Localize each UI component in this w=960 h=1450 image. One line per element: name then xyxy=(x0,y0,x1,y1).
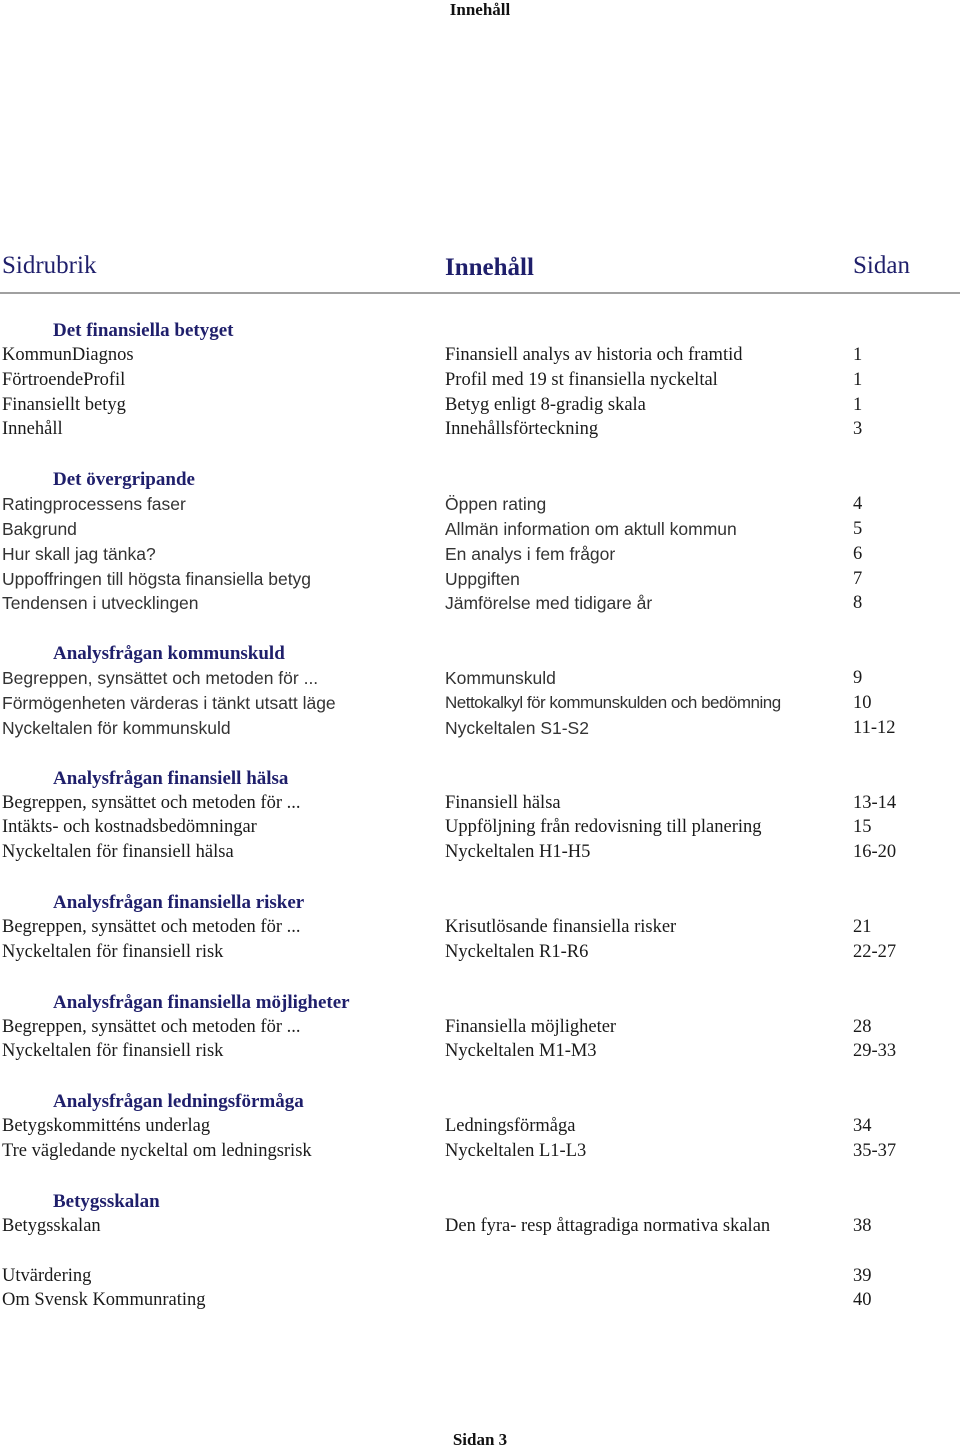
row-page: 7 xyxy=(853,568,863,589)
row-content: En analys i fem frågor xyxy=(445,543,616,564)
row-content: Uppföljning från redovisning till planering xyxy=(445,817,762,838)
section-title: Analysfrågan finansiella risker xyxy=(53,891,305,913)
toc-row xyxy=(0,492,960,517)
row-page: 34 xyxy=(853,1116,872,1137)
row-page: 5 xyxy=(853,518,863,539)
row-page: 38 xyxy=(853,1215,872,1236)
toc-row xyxy=(0,517,960,542)
row-heading: Nyckeltalen för finansiell risk xyxy=(2,1041,224,1062)
row-heading: Förmögenheten värderas i tänkt utsatt läge xyxy=(2,692,336,713)
row-content: Innehållsförteckning xyxy=(445,419,599,440)
row-heading: Betygsskalan xyxy=(2,1215,101,1236)
toc-section xyxy=(0,318,960,442)
toc-section xyxy=(0,467,960,616)
toc-row xyxy=(0,1139,960,1164)
section-title: Det finansiella betyget xyxy=(53,320,234,341)
row-content: Uppgiften xyxy=(445,568,520,589)
row-content: Finansiell analys av historia och framtid xyxy=(445,345,743,365)
toc-section xyxy=(0,641,960,740)
row-page: 10 xyxy=(853,692,872,713)
row-page: 21 xyxy=(853,916,872,937)
row-content: Finansiell hälsa xyxy=(445,792,561,813)
column-header-sidrubrik: Sidrubrik xyxy=(2,252,97,279)
toc-section xyxy=(0,1189,960,1239)
toc-row xyxy=(0,940,960,965)
toc-row xyxy=(0,1039,960,1064)
row-content: Nyckeltalen H1-H5 xyxy=(445,842,591,863)
row-heading: Finansiellt betyg xyxy=(2,394,126,415)
page-header-title: Innehåll xyxy=(449,0,511,19)
row-page: 3 xyxy=(853,419,863,440)
row-page: 8 xyxy=(853,593,863,614)
row-content: Nyckeltalen L1-L3 xyxy=(445,1140,587,1161)
toc-row xyxy=(0,1114,960,1139)
column-headers xyxy=(0,252,960,286)
row-page: 22-27 xyxy=(853,941,897,962)
row-heading: Bakgrund xyxy=(2,518,77,539)
toc-row xyxy=(0,393,960,418)
row-heading: Begreppen, synsättet och metoden för ... xyxy=(2,792,301,813)
header-divider xyxy=(0,292,960,294)
row-page: 16-20 xyxy=(853,842,897,863)
toc-row xyxy=(0,716,960,741)
section-title: Betygsskalan xyxy=(53,1190,160,1212)
toc-row xyxy=(0,343,960,368)
toc-row xyxy=(0,691,960,716)
section-title: Analysfrågan finansiella möjligheter xyxy=(53,991,350,1013)
section-title: Analysfrågan ledningsförmåga xyxy=(53,1091,304,1113)
row-page: 6 xyxy=(853,543,863,564)
toc-section xyxy=(0,766,960,865)
row-page: 40 xyxy=(853,1290,872,1311)
row-heading: Begreppen, synsättet och metoden för ... xyxy=(2,668,319,689)
toc-row xyxy=(0,1214,960,1239)
row-content: Nettokalkyl för kommunskulden och bedömning xyxy=(445,692,781,712)
row-page: 4 xyxy=(853,494,863,515)
row-page: 15 xyxy=(853,817,872,838)
row-heading: Begreppen, synsättet och metoden för ... xyxy=(2,916,301,937)
row-page: 1 xyxy=(853,369,863,390)
row-content: Krisutlösande finansiella risker xyxy=(445,916,677,937)
row-heading: Nyckeltalen för kommunskuld xyxy=(2,717,231,738)
row-heading: Tendensen i utvecklingen xyxy=(2,593,199,614)
row-heading: Tre vägledande nyckeltal om ledningsrisk xyxy=(2,1140,312,1161)
row-heading: KommunDiagnos xyxy=(2,345,134,365)
row-heading: Intäkts- och kostnadsbedömningar xyxy=(2,817,257,838)
toc-section xyxy=(0,890,960,965)
toc-section xyxy=(0,1089,960,1164)
row-page: 35-37 xyxy=(853,1140,897,1161)
toc-section xyxy=(0,1264,960,1314)
toc-row xyxy=(0,840,960,865)
row-content: Nyckeltalen M1-M3 xyxy=(445,1041,597,1062)
row-heading: FörtroendeProfil xyxy=(2,369,126,390)
toc-row xyxy=(0,567,960,592)
row-page: 1 xyxy=(853,394,863,415)
row-content: Nyckeltalen R1-R6 xyxy=(445,941,589,962)
row-content: Kommunskuld xyxy=(445,668,556,689)
row-page: 39 xyxy=(853,1265,872,1286)
toc-row xyxy=(0,666,960,691)
section-title: Analysfrågan kommunskuld xyxy=(53,643,285,665)
row-page: 28 xyxy=(853,1016,872,1037)
row-content: Öppen rating xyxy=(445,494,547,515)
row-heading: Betygskommitténs underlag xyxy=(2,1116,211,1137)
column-header-innehall: Innehåll xyxy=(445,254,534,281)
row-heading: Begreppen, synsättet och metoden för ... xyxy=(2,1016,301,1037)
section-title: Det övergripande xyxy=(53,469,195,491)
toc-row xyxy=(0,815,960,840)
row-content: Allmän information om aktull kommun xyxy=(445,518,737,539)
row-heading: Ratingprocessens faser xyxy=(2,494,186,515)
table-of-contents xyxy=(0,318,960,1338)
toc-row xyxy=(0,791,960,816)
toc-row xyxy=(0,1015,960,1040)
row-content: Nyckeltalen S1-S2 xyxy=(445,717,589,738)
row-page: 11-12 xyxy=(853,717,896,738)
row-heading: Hur skall jag tänka? xyxy=(2,543,156,564)
toc-section xyxy=(0,990,960,1065)
toc-row xyxy=(0,1288,960,1313)
page-footer-number: Sidan 3 xyxy=(452,1430,508,1449)
toc-row xyxy=(0,542,960,567)
column-header-sidan: Sidan xyxy=(853,252,910,279)
toc-row xyxy=(0,591,960,616)
row-heading: Utvärdering xyxy=(2,1265,92,1286)
toc-row xyxy=(0,915,960,940)
section-title: Analysfrågan finansiell hälsa xyxy=(53,767,289,789)
row-content: Profil med 19 st finansiella nyckeltal xyxy=(445,369,718,390)
row-page: 13-14 xyxy=(853,792,897,813)
row-heading: Nyckeltalen för finansiell hälsa xyxy=(2,842,234,863)
row-page: 1 xyxy=(853,345,863,365)
row-page: 29-33 xyxy=(853,1041,897,1062)
row-content: Den fyra- resp åttagradiga normativa skalan xyxy=(445,1215,771,1236)
toc-row xyxy=(0,417,960,442)
row-heading: Innehåll xyxy=(2,419,63,440)
row-heading: Nyckeltalen för finansiell risk xyxy=(2,941,224,962)
row-heading: Uppoffringen till högsta finansiella betyg xyxy=(2,568,312,589)
row-content: Ledningsförmåga xyxy=(445,1116,576,1137)
toc-row xyxy=(0,368,960,393)
row-page: 9 xyxy=(853,668,863,689)
row-content: Betyg enligt 8-gradig skala xyxy=(445,394,646,415)
row-content: Jämförelse med tidigare år xyxy=(445,593,653,614)
row-heading: Om Svensk Kommunrating xyxy=(2,1290,206,1311)
row-content: Finansiella möjligheter xyxy=(445,1016,617,1037)
toc-row xyxy=(0,1264,960,1289)
